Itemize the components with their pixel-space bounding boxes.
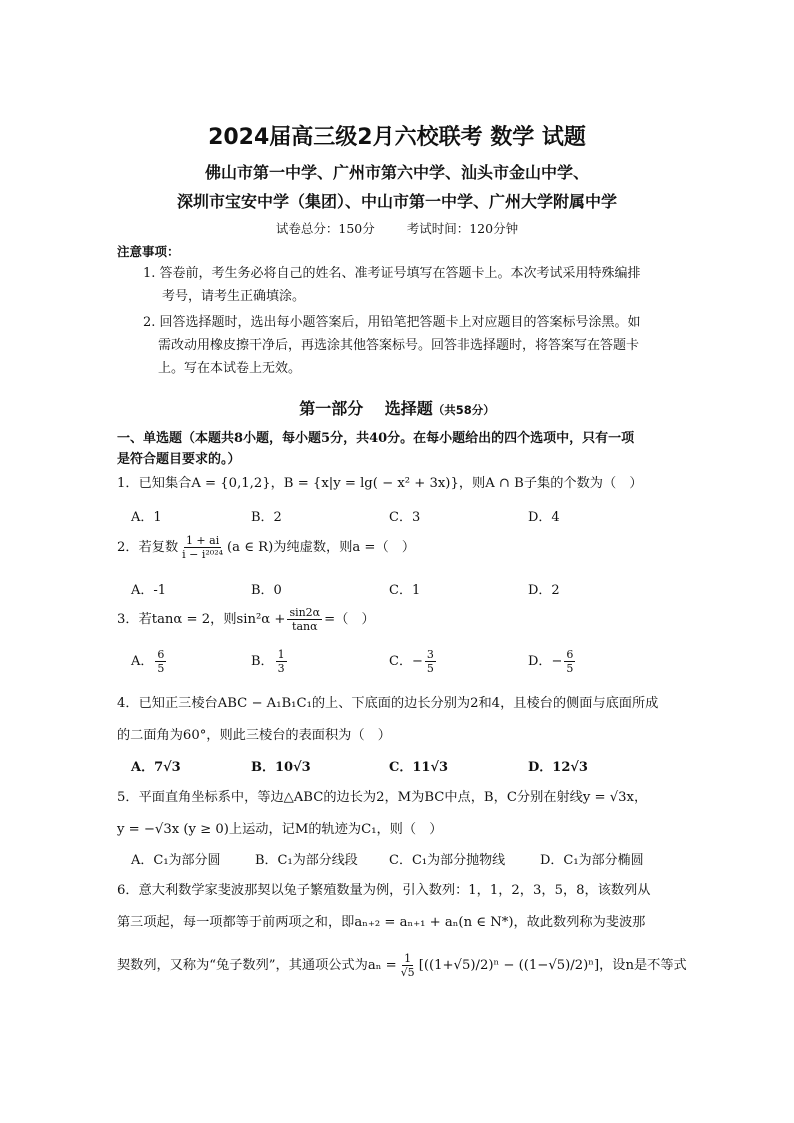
- q3-option-d-sign: −: [551, 654, 563, 669]
- q3-option-b-num: 1: [277, 648, 285, 661]
- note-2-line-2: 需改动用橡皮擦干净后，再选涂其他答案标号。回答非选择题时，将答案写在答题卡: [158, 338, 640, 353]
- q3-suffix: =（ ）: [324, 612, 375, 627]
- q2-option-b: B．0: [251, 583, 282, 598]
- question-5-line-1: 5．平面直角坐标系中，等边△ABC的边长为2，M为BC中点，B，C分别在射线y = √3x，: [117, 790, 648, 805]
- q1-option-b: B．2: [251, 510, 282, 525]
- total-score: 试卷总分：150分: [275, 221, 375, 236]
- q3-option-a-den: 5: [157, 662, 165, 675]
- q3-option-c-num: 3: [426, 648, 434, 661]
- q1-option-a: A．1: [131, 510, 162, 525]
- q3-option-a: [131, 648, 168, 675]
- question-3-text: [117, 606, 375, 633]
- note-1-line-2: 考号，请考生正确填涂。: [162, 289, 306, 304]
- q6-prefix: 契数列，又称为“兔子数列”，其通项公式为aₙ =: [117, 958, 397, 973]
- q3-frac-den: tanα: [292, 620, 318, 633]
- question-6-line-1: 6．意大利数学家斐波那契以兔子繁殖数量为例，引入数列：1，1，2，3，5，8，该数列从: [117, 883, 651, 898]
- q3-option-b-den: 3: [277, 662, 285, 675]
- q1-option-c: C．3: [389, 510, 421, 525]
- q4-option-c: C．11√3: [389, 760, 449, 775]
- q6-coefficient: [399, 952, 417, 979]
- q4-option-b: B．10√3: [251, 760, 311, 775]
- q2-suffix: (a ∈ R)为纯虚数，则a =（ ）: [227, 540, 416, 555]
- section-title: [0, 396, 794, 419]
- exam-meta: [0, 219, 794, 237]
- question-1-text: 1．已知集合A = {0,1,2}，B = {x|y = lg( − x² + 3x)}，则A ∩ B子集的个数为（ ）: [117, 476, 643, 491]
- q5-option-a: A．C₁为部分圆: [131, 853, 221, 868]
- q2-option-c: C．1: [389, 583, 421, 598]
- q4-option-a: A．7√3: [131, 760, 181, 775]
- q3-option-a-num: 6: [157, 648, 165, 661]
- q2-option-d: D．2: [528, 583, 560, 598]
- page-title: 2024届高三级2月六校联考 数学 试题: [208, 125, 586, 150]
- q3-prefix: 3．若tanα = 2，则sin²α +: [117, 612, 286, 627]
- schools-line-1: 佛山市第一中学、广州市第六中学、汕头市金山中学、: [204, 163, 589, 182]
- q2-frac-den: i − i²⁰²⁴: [182, 548, 224, 561]
- q3-option-d-den: 5: [566, 662, 574, 675]
- part-heading-line-2: 是符合题目要求的。）: [117, 452, 241, 467]
- q3-option-d-label: D．: [528, 654, 552, 669]
- q6-suffix: ，设n是不等式: [599, 958, 687, 973]
- q6-coef-num: 1: [404, 952, 412, 965]
- q5-option-c: C．C₁为部分抛物线: [389, 853, 506, 868]
- schools-line-2: 深圳市宝安中学（集团）、中山市第一中学、广州大学附属中学: [176, 192, 617, 211]
- question-2-text: [117, 534, 415, 561]
- question-4-line-1: 4．已知正三棱台ABC − A₁B₁C₁的上、下底面的边长分别为2和4，且棱台的侧面与底面所成: [117, 696, 659, 711]
- q6-formula: [((1+√5)/2)ⁿ − ((1−√5)/2)ⁿ]: [418, 958, 600, 973]
- section-points: （共58分）: [432, 403, 495, 417]
- note-2-line-3: 上。写在本试卷上无效。: [158, 361, 302, 376]
- note-2-line-1: 2. 回答选择题时，选出每小题答案后，用铅笔把答题卡上对应题目的答案标号涂黑。如: [143, 315, 641, 330]
- q3-option-c-sign: −: [411, 654, 423, 669]
- q1-option-d: D．4: [528, 510, 560, 525]
- q3-option-d: [528, 648, 577, 675]
- q2-prefix: 2．若复数: [117, 540, 179, 555]
- question-5-line-2: y = −√3x (y ≥ 0)上运动，记M的轨迹为C₁，则（ ）: [117, 822, 443, 837]
- q3-fraction: [287, 606, 322, 633]
- q3-option-d-num: 6: [566, 648, 574, 661]
- section-name: 第一部分 选择题: [299, 399, 433, 418]
- question-6-line-2: 第三项起，每一项都等于前两项之和，即aₙ₊₂ = aₙ₊₁ + aₙ(n ∈ N*)，故此数列称为斐波那: [117, 915, 646, 930]
- note-1-line-1: 1. 答卷前，考生务必将自己的姓名、准考证号填写在答题卡上。本次考试采用特殊编排: [143, 266, 641, 281]
- q5-option-b: B．C₁为部分线段: [255, 853, 358, 868]
- exam-time: 考试时间：120分钟: [406, 221, 519, 236]
- q2-frac-num: 1 + ai: [185, 534, 220, 547]
- q5-option-d: D．C₁为部分椭圆: [540, 853, 644, 868]
- notes-heading: 注意事项：: [117, 244, 180, 259]
- q2-fraction: [180, 534, 225, 561]
- part-heading-line-1: 一、单选题（本题共8小题，每小题5分，共40分。在每小题给出的四个选项中，只有一项: [117, 431, 635, 446]
- q3-option-c-label: C．: [389, 654, 412, 669]
- q2-option-a: A．-1: [131, 583, 167, 598]
- question-6-line-3: [117, 952, 687, 979]
- q3-option-b: [251, 648, 289, 675]
- q4-option-d: D．12√3: [528, 760, 588, 775]
- q3-option-b-label: B．: [251, 654, 274, 669]
- q3-option-c-den: 5: [426, 662, 434, 675]
- q3-frac-num: sin2α: [289, 606, 321, 619]
- q3-option-a-label: A．: [131, 654, 154, 669]
- q6-coef-den: √5: [400, 966, 415, 979]
- q3-option-c: [389, 648, 438, 675]
- question-4-line-2: 的二面角为60°，则此三棱台的表面积为（ ）: [117, 728, 391, 743]
